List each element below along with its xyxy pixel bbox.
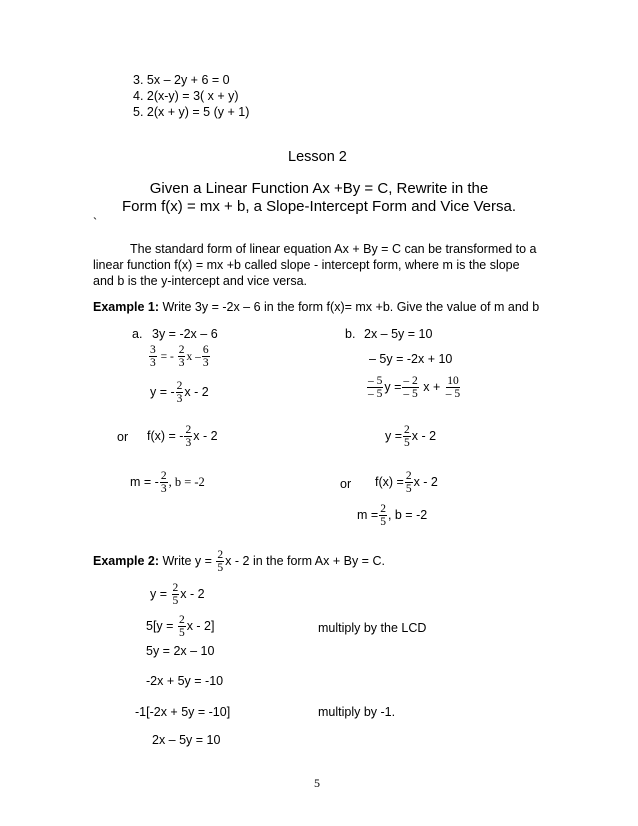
- denominator: 5: [178, 627, 185, 640]
- numerator: 2: [380, 503, 386, 515]
- expr-suffix: x - 2: [413, 474, 438, 489]
- intro-line-3: and b is the y-intercept and vice versa.: [93, 274, 308, 288]
- expr-suffix: x - 2: [193, 428, 218, 443]
- numerator: 2: [405, 470, 412, 482]
- example-2-label: Example 2:: [93, 553, 160, 568]
- fraction: [160, 470, 168, 495]
- expr-suffix: , b = -2: [387, 507, 428, 522]
- expr-suffix: x - 2 in the form Ax + By = C.: [225, 553, 385, 568]
- denominator: 3: [178, 357, 185, 370]
- expr-suffix: x - 2: [184, 384, 209, 399]
- numerator: 2: [178, 614, 185, 626]
- numerator: 3: [150, 344, 156, 356]
- example-2-step-6: 2x – 5y = 10: [152, 733, 221, 747]
- expr-prefix: Write y =: [159, 553, 212, 568]
- fraction: [149, 344, 157, 369]
- fraction: [379, 503, 387, 528]
- numerator: 2: [172, 582, 179, 594]
- intro-line-1: The standard form of linear equation Ax + By = C can be transformed to a: [130, 242, 537, 256]
- denominator: 5: [380, 516, 386, 529]
- expr-prefix: y =: [150, 586, 168, 601]
- part-b-step-2: – 5y = -2x + 10: [369, 352, 453, 366]
- expr-suffix: x - 2]: [186, 618, 215, 633]
- denominator: 5: [404, 437, 410, 450]
- numerator: 6: [202, 344, 209, 356]
- lesson-title: Lesson 2: [288, 149, 347, 165]
- numerator: – 2: [403, 375, 418, 387]
- part-a-or: or: [117, 430, 129, 444]
- example-1-label: Example 1:: [93, 300, 160, 314]
- numerator: 2: [217, 549, 224, 561]
- fraction: [176, 380, 184, 405]
- denominator: 3: [176, 393, 183, 406]
- expr-prefix: m =: [357, 507, 379, 522]
- example-2-heading: [93, 549, 385, 574]
- part-b-or: or: [340, 477, 352, 491]
- fraction: [202, 344, 210, 369]
- example-2-step-5: -1[-2x + 5y = -10]: [135, 705, 231, 719]
- fraction: [178, 614, 186, 639]
- stray-mark: `: [93, 216, 98, 230]
- heading-line-1: Given a Linear Function Ax +By = C, Rewrite in the: [149, 180, 489, 197]
- fraction: [216, 549, 224, 574]
- expr-prefix: f(x) = -: [147, 428, 184, 443]
- part-a-label: a.: [132, 327, 143, 341]
- part-b-step-1: 2x – 5y = 10: [364, 327, 433, 341]
- y-term: y =: [384, 379, 402, 394]
- example-1-heading: [93, 300, 539, 314]
- x-term: x –: [186, 350, 201, 363]
- part-a-step-1: 3y = -2x – 6: [152, 327, 218, 341]
- part-a-step-4: [147, 424, 218, 449]
- expr-suffix: x - 2: [411, 428, 437, 443]
- expr-prefix: y = -: [150, 384, 175, 399]
- fraction: [405, 470, 413, 495]
- example-2-step-3: 5y = 2x – 10: [146, 644, 215, 658]
- expr-prefix: 5[y =: [146, 618, 174, 633]
- part-b-label: b.: [345, 327, 356, 341]
- denominator: – 5: [368, 388, 383, 401]
- denominator: 5: [172, 595, 179, 608]
- equals-minus: = -: [157, 350, 177, 363]
- part-a-step-3: [150, 380, 209, 405]
- example-1-text: Write 3y = -2x – 6 in the form f(x)= mx +b. Give the value of m and b: [159, 300, 540, 314]
- denominator: 3: [160, 483, 167, 496]
- numerator: – 5: [368, 375, 383, 387]
- fraction: [402, 375, 418, 400]
- part-a-step-5: [130, 470, 205, 495]
- numerator: 2: [404, 424, 410, 436]
- example-2-step-1: [150, 582, 205, 607]
- part-a-step-2: [148, 344, 211, 369]
- expr-prefix: y =: [385, 428, 403, 443]
- part-b-step-3: [366, 375, 462, 400]
- fraction: [184, 424, 192, 449]
- numerator: 10: [447, 375, 459, 387]
- example-2-note-lcd: multiply by the LCD: [318, 621, 427, 635]
- list-item-3: 3. 5x – 2y + 6 = 0: [133, 73, 230, 87]
- expr-suffix: x - 2: [180, 586, 205, 601]
- denominator: 5: [217, 562, 224, 575]
- denominator: 3: [150, 357, 156, 370]
- list-item-5: 5. 2(x + y) = 5 (y + 1): [133, 105, 250, 119]
- part-b-step-6: [357, 503, 427, 528]
- denominator: – 5: [403, 388, 418, 401]
- fraction: [178, 344, 186, 369]
- denominator: – 5: [445, 388, 461, 401]
- fraction: [172, 582, 180, 607]
- example-2-step-2: [146, 614, 214, 639]
- numerator: 2: [178, 344, 185, 356]
- page-number: 5: [314, 776, 320, 790]
- numerator: 2: [160, 470, 167, 482]
- intro-line-2: linear function f(x) = mx +b called slope - intercept form, where m is the slope: [93, 258, 520, 272]
- fraction: [445, 375, 461, 400]
- list-item-4: 4. 2(x-y) = 3( x + y): [133, 89, 239, 103]
- example-2-note-multiply: multiply by -1.: [318, 705, 396, 719]
- example-2-step-4: -2x + 5y = -10: [146, 674, 224, 688]
- x-term: x +: [423, 379, 441, 394]
- denominator: 3: [185, 437, 192, 450]
- fraction: [367, 375, 383, 400]
- part-b-step-4: [385, 424, 436, 449]
- part-b-step-5: [375, 470, 438, 495]
- denominator: 5: [405, 483, 412, 496]
- expr-suffix: , b = -2: [168, 474, 205, 489]
- numerator: 2: [185, 424, 192, 436]
- expr-prefix: m = -: [130, 474, 159, 489]
- fraction: [403, 424, 411, 449]
- heading-line-2: Form f(x) = mx + b, a Slope-Intercept Form and Vice Versa.: [121, 198, 517, 215]
- denominator: 3: [202, 357, 209, 370]
- numerator: 2: [176, 380, 183, 392]
- expr-prefix: f(x) =: [375, 474, 404, 489]
